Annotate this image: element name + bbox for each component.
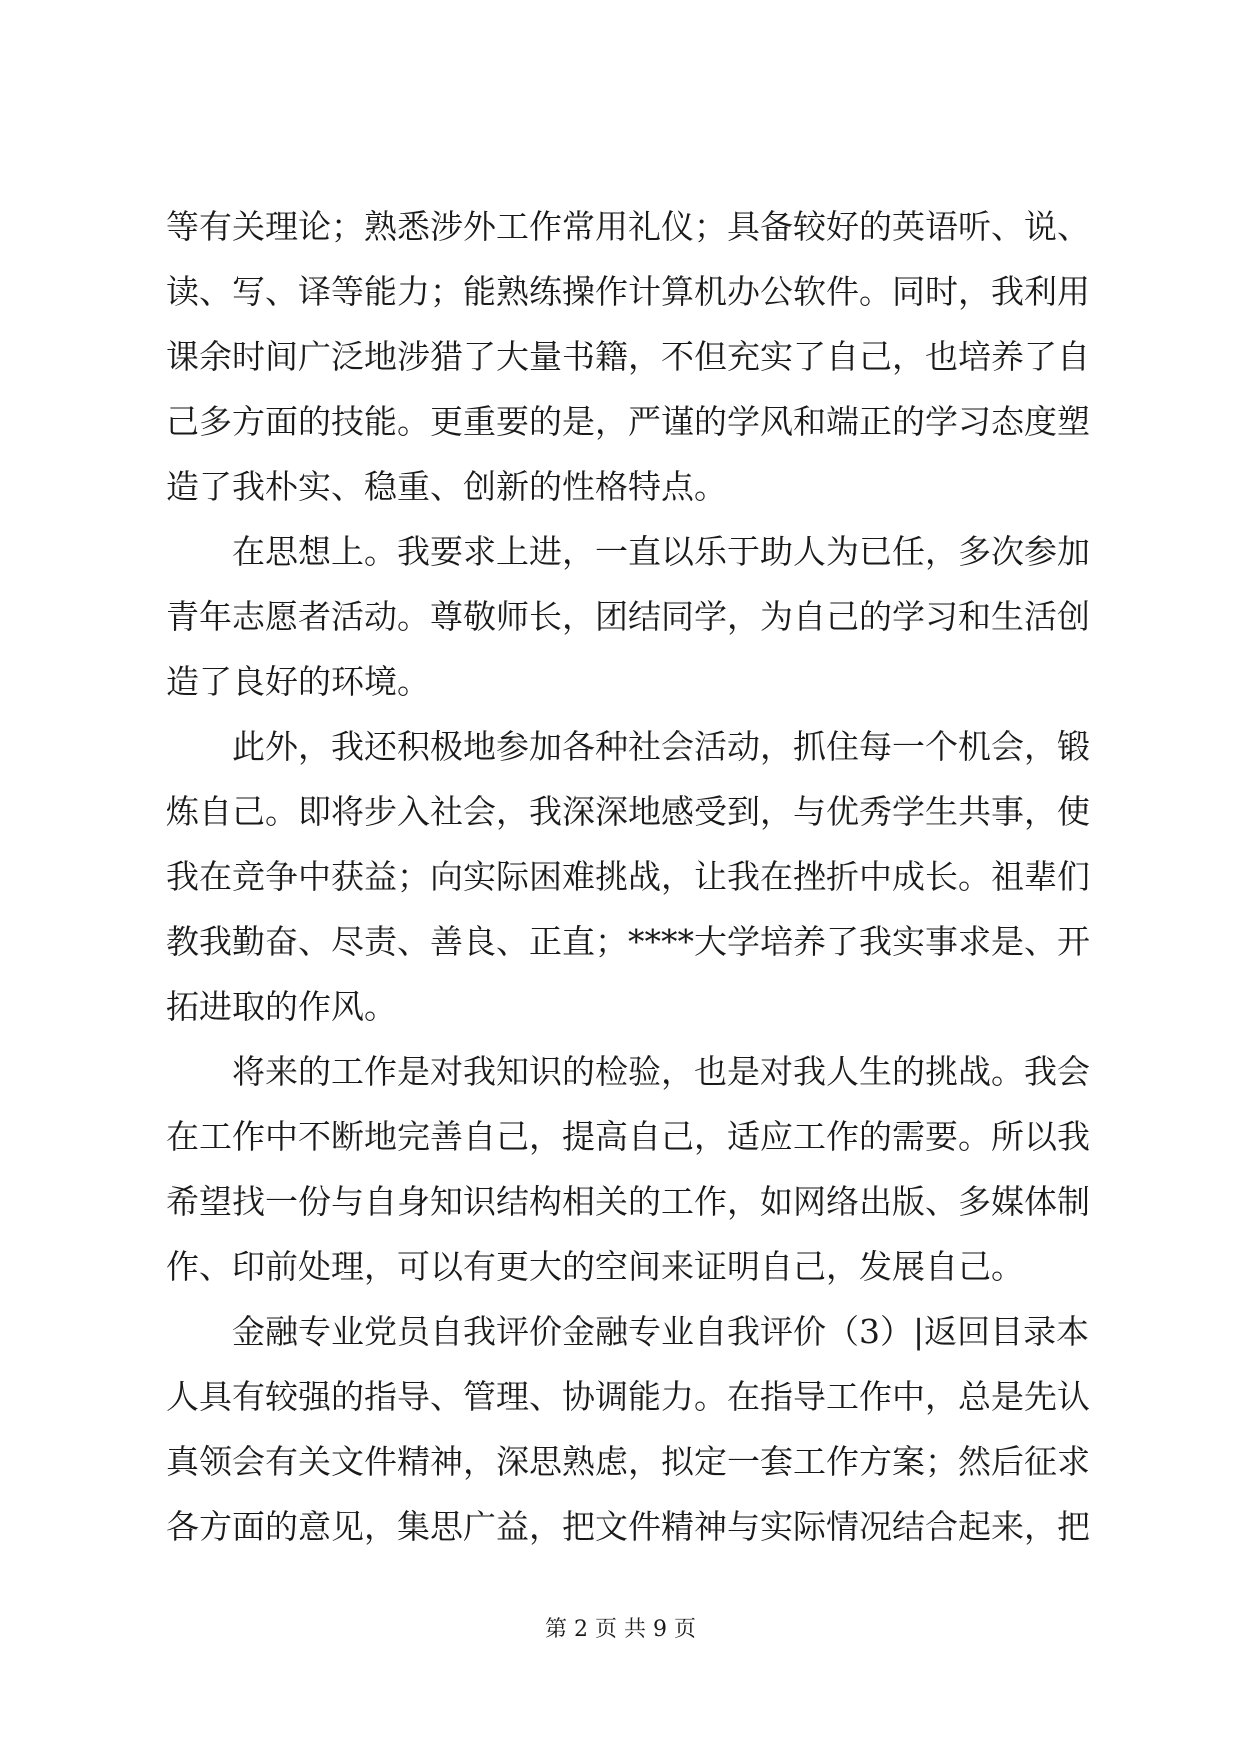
text-line: 课余时间广泛地涉猎了大量书籍，不但充实了自己，也培养了自 [166, 337, 1090, 376]
text-line: 在工作中不断地完善自己，提高自己，适应工作的需要。所以我 [166, 1117, 1090, 1156]
text-line: 人具有较强的指导、管理、协调能力。在指导工作中，总是先认 [166, 1377, 1090, 1416]
text-line: 希望找一份与自身知识结构相关的工作，如网络出版、多媒体制 [166, 1182, 1090, 1221]
text-line: 作、印前处理，可以有更大的空间来证明自己，发展自己。 [166, 1247, 1024, 1286]
text-line: 炼自己。即将步入社会，我深深地感受到，与优秀学生共事，使 [166, 792, 1090, 831]
text-line: 造了良好的环境。 [166, 662, 430, 701]
text-line: 等有关理论；熟悉涉外工作常用礼仪；具备较好的英语听、说、 [166, 207, 1090, 246]
text-line: 我在竞争中获益；向实际困难挑战，让我在挫折中成长。祖辈们 [166, 857, 1090, 896]
text-line: 金融专业党员自我评价金融专业自我评价（3）|返回目录本 [166, 1312, 1090, 1351]
text-line: 在思想上。我要求上进，一直以乐于助人为已任，多次参加 [166, 532, 1090, 571]
text-line: 教我勤奋、尽责、善良、正直；****大学培养了我实事求是、开 [166, 922, 1090, 961]
text-line: 各方面的意见，集思广益，把文件精神与实际情况结合起来，把 [166, 1507, 1090, 1546]
text-line: 拓进取的作风。 [166, 987, 397, 1026]
text-line: 青年志愿者活动。尊敬师长，团结同学，为自己的学习和生活创 [166, 597, 1090, 636]
text-line: 真领会有关文件精神，深思熟虑，拟定一套工作方案；然后征求 [166, 1442, 1090, 1481]
text-line: 读、写、译等能力；能熟练操作计算机办公软件。同时，我利用 [166, 272, 1090, 311]
text-line: 己多方面的技能。更重要的是，严谨的学风和端正的学习态度塑 [166, 402, 1090, 441]
text-line: 将来的工作是对我知识的检验，也是对我人生的挑战。我会 [166, 1052, 1090, 1091]
body-text [166, 194, 1090, 1559]
text-line: 此外，我还积极地参加各种社会活动，抓住每一个机会，锻 [166, 727, 1090, 766]
page-number-footer: 第 2 页 共 9 页 [545, 1617, 696, 1642]
text-line: 造了我朴实、稳重、创新的性格特点。 [166, 467, 727, 506]
